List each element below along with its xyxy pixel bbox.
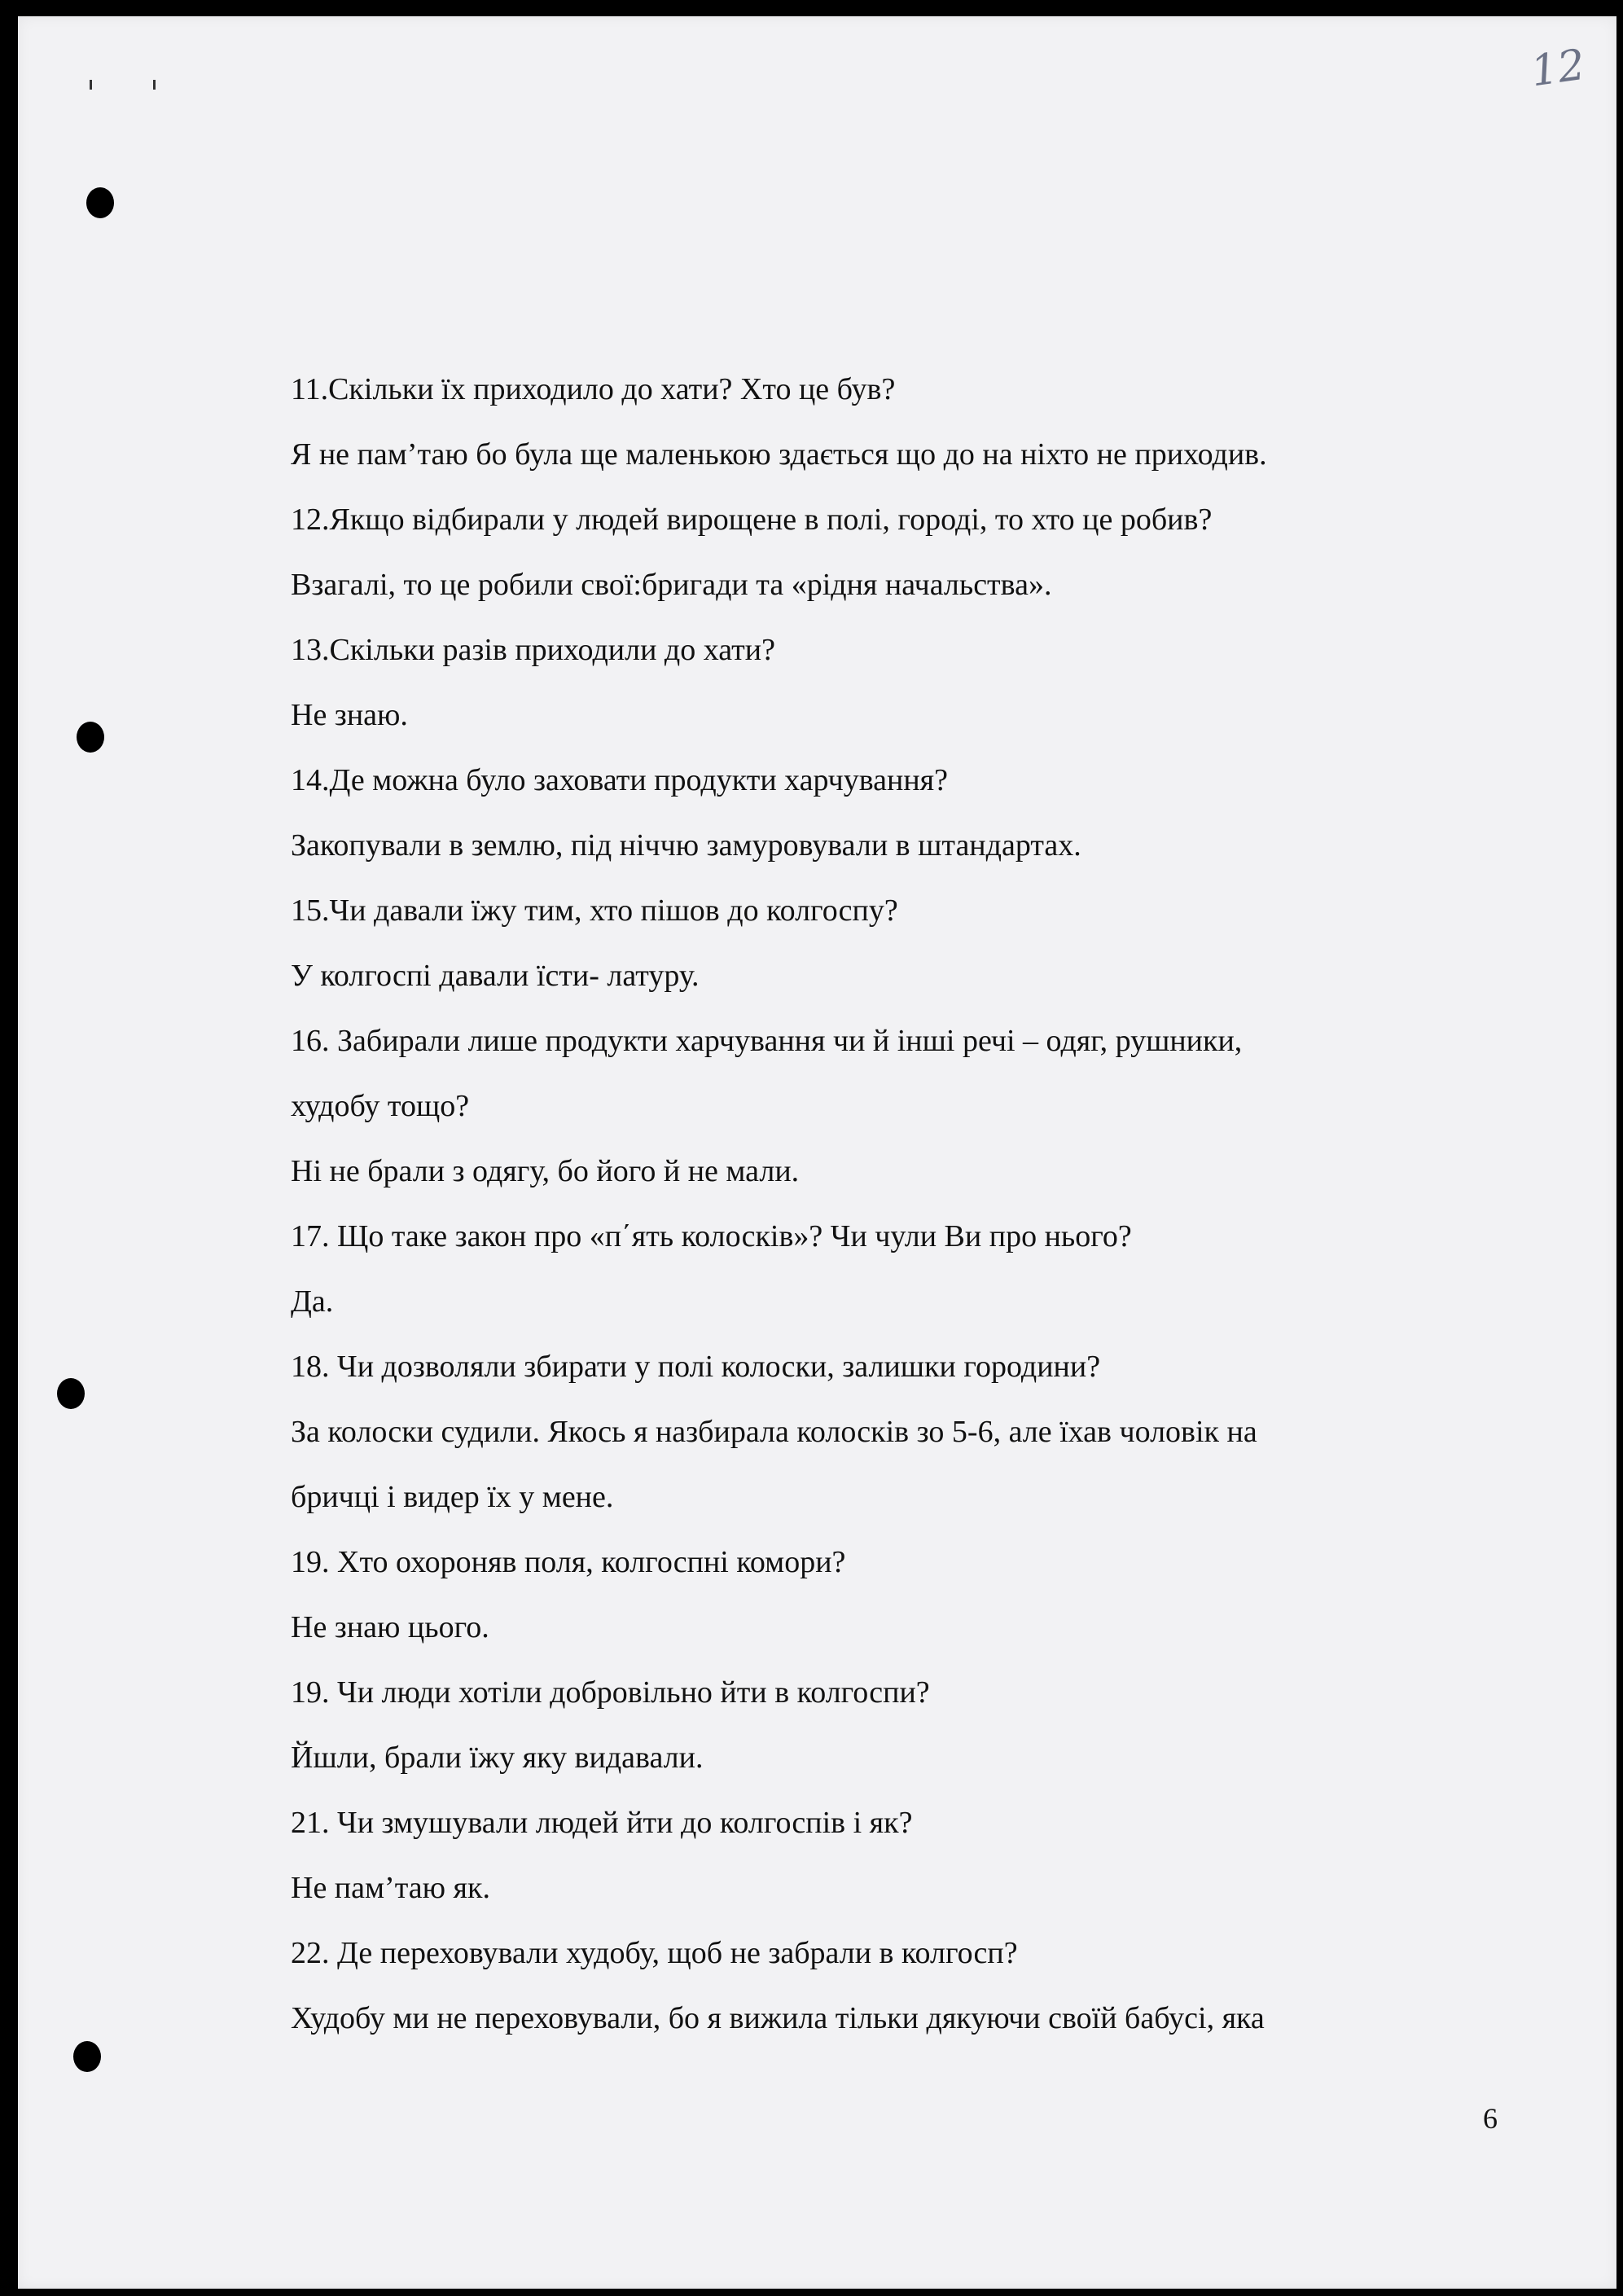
- handwritten-page-number: 12: [1528, 40, 1589, 97]
- answer-line: Худобу ми не переховували, бо я вижила тільки дякуючи своїй бабусі, яка: [291, 2001, 1265, 2035]
- answer-line: Взагалі, то це робили свої:бригади та «рідня начальства».: [291, 568, 1052, 602]
- question-line: 15.Чи давали їжу тим, хто пішов до колгоспу?: [291, 893, 898, 928]
- answer-line: Йшли, брали їжу яку видавали.: [291, 1741, 704, 1775]
- pencil-mark: [90, 80, 92, 90]
- document-body: [291, 357, 1594, 2051]
- answer-line: Я не пам’таю бо була ще маленькою здається що до на ніхто не приходив.: [291, 437, 1267, 472]
- punch-hole: [57, 1378, 85, 1409]
- question-line: 21. Чи змушували людей йти до колгоспів і як?: [291, 1806, 913, 1840]
- answer-line-continued: бричці і видер їх у мене.: [291, 1480, 614, 1514]
- answer-line: За колоски судили. Якось я назбирала колосків зо 5-6, але їхав чоловік на: [291, 1415, 1257, 1449]
- question-line: 14.Де можна було заховати продукти харчування?: [291, 763, 949, 797]
- question-line: 22. Де переховували худобу, щоб не забрали в колгосп?: [291, 1936, 1018, 1970]
- answer-line: Не пам’таю як.: [291, 1871, 490, 1905]
- question-line: 19. Хто охороняв поля, колгоспні комори?: [291, 1545, 846, 1579]
- question-line: 12.Якщо відбирали у людей вирощене в полі, городі, то хто це робив?: [291, 503, 1213, 537]
- question-line: 16. Забирали лише продукти харчування чи й інші речі – одяг, рушники,: [291, 1024, 1243, 1058]
- paper-sheet: [18, 16, 1616, 2289]
- question-line: 11.Скільки їх приходило до хати? Хто це був?: [291, 372, 896, 406]
- printed-page-number: 6: [1483, 2102, 1498, 2135]
- answer-line: Ні не брали з одягу, бо його й не мали.: [291, 1154, 800, 1188]
- question-line: 17. Що таке закон про «п΄ять колосків»? Чи чули Ви про нього?: [291, 1219, 1132, 1253]
- punch-hole: [73, 2041, 101, 2072]
- question-line: 13.Скільки разів приходили до хати?: [291, 633, 775, 667]
- question-line-continued: худобу тощо?: [291, 1089, 470, 1123]
- answer-line: Закопували в землю, під ніччю замуровували в штандартах.: [291, 828, 1081, 863]
- punch-hole: [77, 722, 104, 753]
- question-line: 18. Чи дозволяли збирати у полі колоски, залишки городини?: [291, 1350, 1101, 1384]
- pencil-mark: [153, 80, 156, 90]
- answer-line: Не знаю цього.: [291, 1610, 489, 1644]
- answer-line: Не знаю.: [291, 698, 408, 732]
- punch-hole: [86, 187, 114, 218]
- answer-line: Да.: [291, 1284, 334, 1319]
- question-line: 19. Чи люди хотіли добровільно йти в колгоспи?: [291, 1675, 930, 1710]
- answer-line: У колгоспі давали їсти- латуру.: [291, 959, 700, 993]
